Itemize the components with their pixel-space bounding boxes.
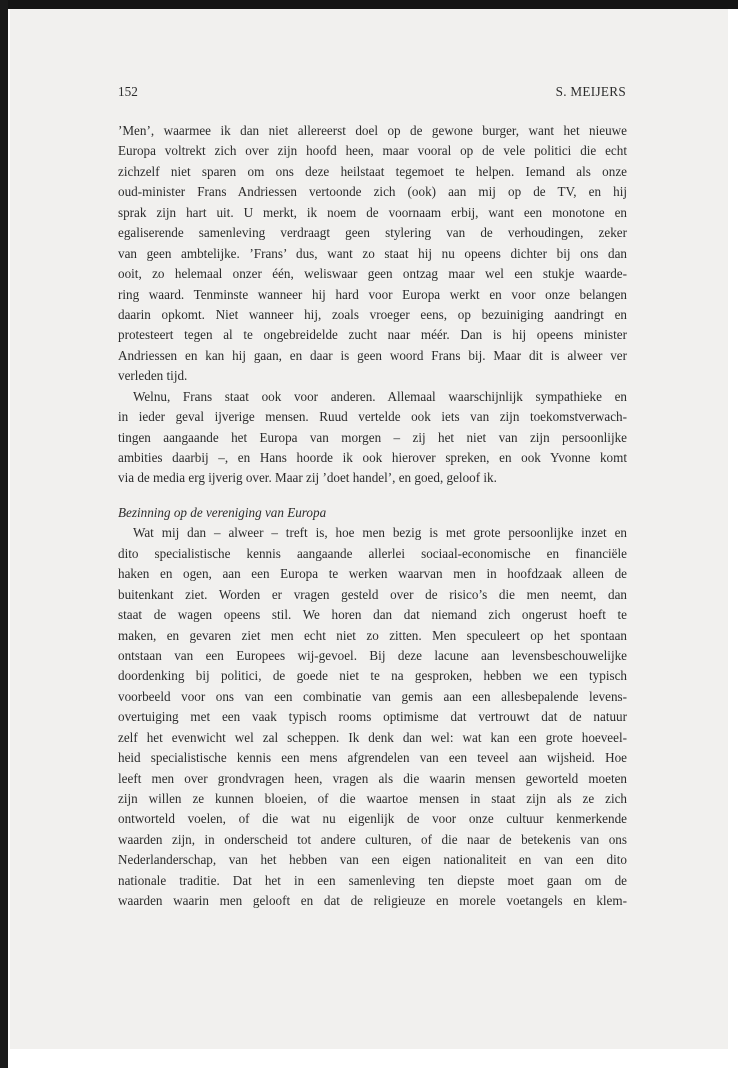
- text-line: Andriessen en kan hij gaan, en daar is geen woord Frans bij. Maar dit is alweer ver: [118, 347, 627, 363]
- text-line: Europa voltrekt zich over zijn hoofd heen, maar vooral op de vele politici die echt: [118, 143, 627, 159]
- text-line: protesteert tegen al te ongebreidelde zucht naar méér. Dan is hij opeens minister: [118, 327, 627, 343]
- text-line: waarden zijn, in onderscheid tot andere culturen, of die naar de betekenis van ons: [118, 831, 627, 847]
- text-line: waarden waarin men gelooft en dat de religieuze en morele voetangels en klem-: [118, 893, 627, 909]
- running-author: S. MEIJERS: [555, 84, 626, 99]
- text-line: maken, en gevaren ziet men echt niet zo zitten. Men speculeert op het spontaan: [118, 627, 627, 643]
- paragraph-3: [118, 523, 627, 911]
- paragraph-1: [118, 121, 627, 387]
- text-line: leeft men over grondvragen heen, vragen als die waarin mensen geworteld moeten: [118, 770, 627, 786]
- page-number: 152: [118, 84, 138, 99]
- body-text: [118, 121, 627, 912]
- text-line: in ieder geval ijverige mensen. Ruud vertelde ook iets van zijn toekomstverwach-: [118, 409, 627, 425]
- paragraph-2: [118, 387, 627, 489]
- text-line: staat de wagen opeens stil. We horen dan dat niemand zich ongerust hoeft te: [118, 607, 627, 623]
- text-line: daarin opkomt. Niet wanneer hij, zoals vroeger eens, op bezuiniging aandringt en: [118, 306, 627, 322]
- text-line: haken en ogen, aan een Europa te werken waarvan men in hoofdzaak alleen de: [118, 566, 627, 582]
- scan-bottom-margin: [10, 1049, 728, 1068]
- text-line: ring waard. Tenminste wanneer hij hard voor Europa werkt en voor onze belangen: [118, 286, 627, 302]
- text-line: heid specialistische kennis een mens afgrendelen van een teveel aan wijsheid. Hoe: [118, 750, 627, 766]
- text-line: Wat mij dan – alweer – treft is, hoe men bezig is met grote persoonlijke inzet en: [133, 525, 627, 541]
- text-line: ambities daarbij –, en Hans hoorde ik ook hierover spreken, en ook Yvonne komt: [118, 450, 627, 465]
- text-line: sprak zijn hart uit. U merkt, ik noem de voornaam erbij, want een monotone en: [118, 204, 627, 220]
- text-line: tingen aangaande het Europa van morgen – zij het niet van zijn persoonlijke: [118, 429, 627, 445]
- text-line: oud-minister Frans Andriessen vertoonde zich (ook) aan mij op de TV, en hij: [118, 184, 627, 200]
- scan-right-margin: [728, 9, 738, 1068]
- text-line: verleden tijd.: [118, 368, 188, 384]
- text-line: via de media erg ijverig over. Maar zij ’doet handel’, en goed, geloof ik.: [118, 470, 497, 486]
- text-line: Nederlanderschap, van het hebben van een eigen nationaliteit en van een dito: [118, 852, 627, 868]
- text-line: ooit, zo helemaal onzer één, weliswaar geen ontzag maar wel een stukje waarde-: [118, 266, 627, 282]
- scan-left-border: [0, 0, 8, 1068]
- text-line: Welnu, Frans staat ook voor anderen. Allemaal waarschijnlijk sympathieke en: [133, 388, 627, 404]
- text-line: zichzelf niet sparen om ons deze heilstaat tegemoet te helpen. Iemand als onze: [118, 163, 627, 179]
- scan-top-border: [0, 0, 738, 9]
- text-line: voorbeeld voor ons van een combinatie van gemis aan een allesbepalende levens-: [118, 688, 627, 704]
- text-line: dito specialistische kennis aangaande allerlei sociaal-economische en financiële: [118, 545, 627, 561]
- text-line: ’Men’, waarmee ik dan niet allereerst doel op de gewone burger, want het nieuwe: [118, 123, 627, 138]
- text-line: ontstaan van een Europees wij-gevoel. Bij deze lacune aan levensbeschouwelijke: [118, 647, 627, 663]
- section-spacer: [118, 489, 627, 503]
- text-line: ontworteld voelen, of die wat nu eigenlijk de voor onze cultuur kenmerkende: [118, 811, 627, 827]
- text-line: zijn willen ze kunnen bloeien, of die waartoe mensen in staat zijn als ze zich: [118, 791, 627, 806]
- text-line: overtuiging met een vaak typisch rooms optimisme dat vertrouwt dat de natuur: [118, 709, 627, 725]
- text-line: egaliserende samenleving verdraagt geen stylering van de verhoudingen, zeker: [118, 225, 627, 241]
- text-line: zelf het evenwicht wel zal scheppen. Ik denk dan wel: wat kan een grote hoeveel-: [118, 729, 627, 745]
- text-line: doordenking bij politici, de goede niet te na gesproken, hebben we een typisch: [118, 668, 627, 684]
- text-line: nationale traditie. Dat het in een samenleving ten diepste moet gaan om de: [118, 872, 627, 888]
- text-line: buitenkant ziet. Worden er vragen gesteld over de risico’s die men neemt, dan: [118, 586, 627, 602]
- section-heading: Bezinning op de vereniging van Europa: [118, 504, 327, 520]
- text-line: van geen ambtelijke. ’Frans’ dus, want zo staat hij nu opeens dichter bij ons dan: [118, 245, 627, 261]
